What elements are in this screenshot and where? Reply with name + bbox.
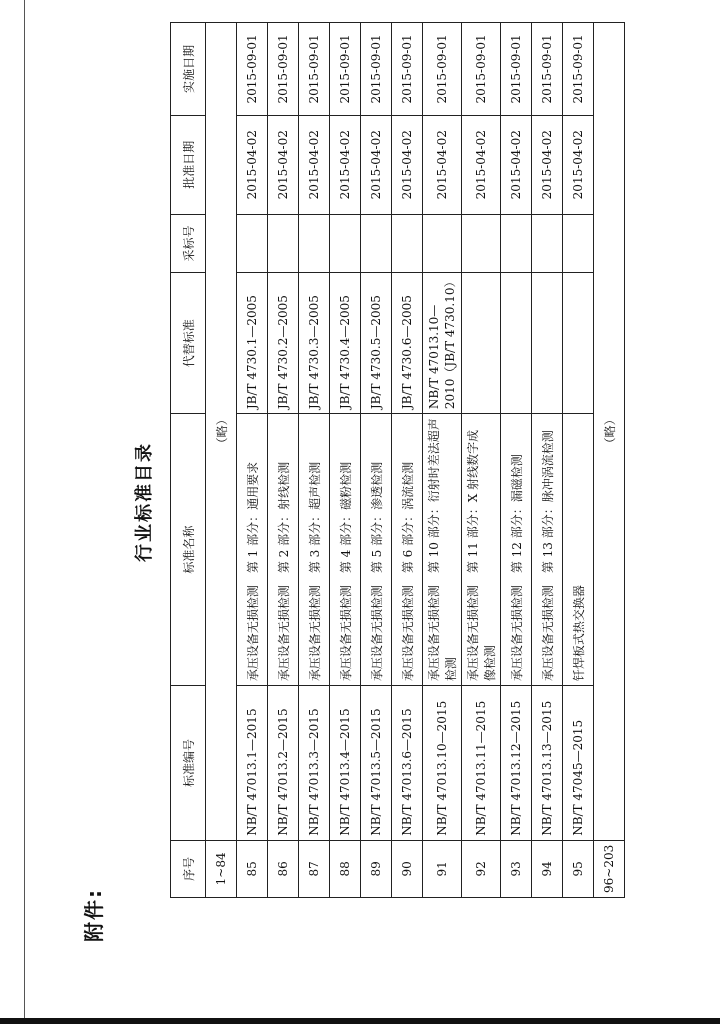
cell-standard-name: 承压设备无损检测 第 11 部分：X 射线数字成像检测 [462,414,501,686]
cell-replaces: NB/T 47013.10—2010（JB/T 4730.10） [423,273,462,414]
cell-effective-date: 2015-09-01 [299,23,330,116]
cell-adopted [268,214,299,273]
table-row [237,23,268,898]
cell-adopted [392,214,423,273]
cell-adopted [330,214,361,273]
cell-standard-name: 承压设备无损检测 第 3 部分：超声检测 [299,414,330,686]
cell-replaces: JB/T 4730.1—2005 [237,273,268,414]
standards-table [170,22,625,898]
cell-standard-name: 承压设备无损检测 第 10 部分：衍射时差法超声检测 [423,414,462,686]
cell-seq: 89 [361,840,392,897]
omitted-range-row [594,23,625,898]
table-row [501,23,532,898]
cell-replaces [501,273,532,414]
cell-approved-date: 2015-04-02 [299,115,330,214]
column-header-approved: 批准日期 [171,115,206,214]
omitted-range-note: （略） [206,23,237,841]
cell-effective-date: 2015-09-01 [462,23,501,116]
cell-effective-date: 2015-09-01 [268,23,299,116]
omitted-range-note: （略） [594,23,625,841]
column-header-replaces: 代替标准 [171,273,206,414]
cell-effective-date: 2015-09-01 [423,23,462,116]
column-header-seq: 序号 [171,840,206,897]
cell-approved-date: 2015-04-02 [501,115,532,214]
cell-seq: 91 [423,840,462,897]
cell-standard-code: NB/T 47013.3—2015 [299,686,330,841]
cell-approved-date: 2015-04-02 [237,115,268,214]
cell-seq: 87 [299,840,330,897]
cell-effective-date: 2015-09-01 [392,23,423,116]
cell-standard-name: 承压设备无损检测 第 6 部分：涡流检测 [392,414,423,686]
cell-replaces [532,273,563,414]
cell-adopted [361,214,392,273]
cell-replaces: JB/T 4730.5—2005 [361,273,392,414]
cell-standard-code: NB/T 47013.4—2015 [330,686,361,841]
cell-effective-date: 2015-09-01 [237,23,268,116]
cell-standard-code: NB/T 47013.12—2015 [501,686,532,841]
cell-seq: 93 [501,840,532,897]
column-header-adopted: 采标号 [171,214,206,273]
omitted-range-seq: 96~203 [594,840,625,897]
cell-standard-code: NB/T 47013.10—2015 [423,686,462,841]
cell-effective-date: 2015-09-01 [501,23,532,116]
attachment-label: 附件: [82,888,106,942]
cell-standard-code: NB/T 47013.6—2015 [392,686,423,841]
cell-seq: 90 [392,840,423,897]
scan-bottom-band [0,1018,720,1024]
table-row [423,23,462,898]
table-header-row [171,23,206,898]
cell-standard-name: 承压设备无损检测 第 1 部分：通用要求 [237,414,268,686]
cell-approved-date: 2015-04-02 [563,115,594,214]
cell-standard-code: NB/T 47013.1—2015 [237,686,268,841]
cell-replaces [563,273,594,414]
column-header-effective: 实施日期 [171,23,206,116]
cell-approved-date: 2015-04-02 [361,115,392,214]
rotated-document [64,22,624,982]
table-row [563,23,594,898]
cell-standard-name: 承压设备无损检测 第 4 部分：磁粉检测 [330,414,361,686]
cell-standard-name: 承压设备无损检测 第 12 部分：漏磁检测 [501,414,532,686]
cell-replaces: JB/T 4730.4—2005 [330,273,361,414]
cell-adopted [501,214,532,273]
cell-approved-date: 2015-04-02 [330,115,361,214]
cell-standard-name: 承压设备无损检测 第 5 部分：渗透检测 [361,414,392,686]
table-body [206,23,625,898]
cell-effective-date: 2015-09-01 [361,23,392,116]
table-row [462,23,501,898]
table-row [361,23,392,898]
cell-approved-date: 2015-04-02 [532,115,563,214]
cell-standard-name: 承压设备无损检测 第 2 部分：射线检测 [268,414,299,686]
cell-replaces [462,273,501,414]
cell-standard-code: NB/T 47013.11—2015 [462,686,501,841]
cell-seq: 95 [563,840,594,897]
table-row [532,23,563,898]
table-row [268,23,299,898]
cell-adopted [462,214,501,273]
cell-seq: 92 [462,840,501,897]
cell-replaces: JB/T 4730.3—2005 [299,273,330,414]
cell-effective-date: 2015-09-01 [563,23,594,116]
cell-approved-date: 2015-04-02 [268,115,299,214]
cell-replaces: JB/T 4730.2—2005 [268,273,299,414]
cell-adopted [563,214,594,273]
omitted-range-seq: 1~84 [206,840,237,897]
cell-adopted [532,214,563,273]
cell-seq: 85 [237,840,268,897]
table-row [330,23,361,898]
cell-seq: 94 [532,840,563,897]
table-row [299,23,330,898]
cell-standard-code: NB/T 47013.5—2015 [361,686,392,841]
cell-standard-name: 承压设备无损检测 第 13 部分：脉冲涡流检测 [532,414,563,686]
cell-approved-date: 2015-04-02 [423,115,462,214]
cell-adopted [423,214,462,273]
cell-standard-code: NB/T 47013.2—2015 [268,686,299,841]
table-row [392,23,423,898]
cell-standard-name: 钎焊板式热交换器 [563,414,594,686]
cell-seq: 88 [330,840,361,897]
cell-standard-code: NB/T 47013.13—2015 [532,686,563,841]
cell-adopted [237,214,268,273]
cell-seq: 86 [268,840,299,897]
omitted-range-row [206,23,237,898]
cell-standard-code: NB/T 47045—2015 [563,686,594,841]
cell-adopted [299,214,330,273]
document-title: 行业标准目录 [134,442,155,562]
page-edge-line [24,0,25,1024]
cell-effective-date: 2015-09-01 [330,23,361,116]
column-header-code: 标准编号 [171,686,206,841]
cell-approved-date: 2015-04-02 [462,115,501,214]
cell-approved-date: 2015-04-02 [392,115,423,214]
cell-replaces: JB/T 4730.6—2005 [392,273,423,414]
column-header-name: 标准名称 [171,414,206,686]
cell-effective-date: 2015-09-01 [532,23,563,116]
